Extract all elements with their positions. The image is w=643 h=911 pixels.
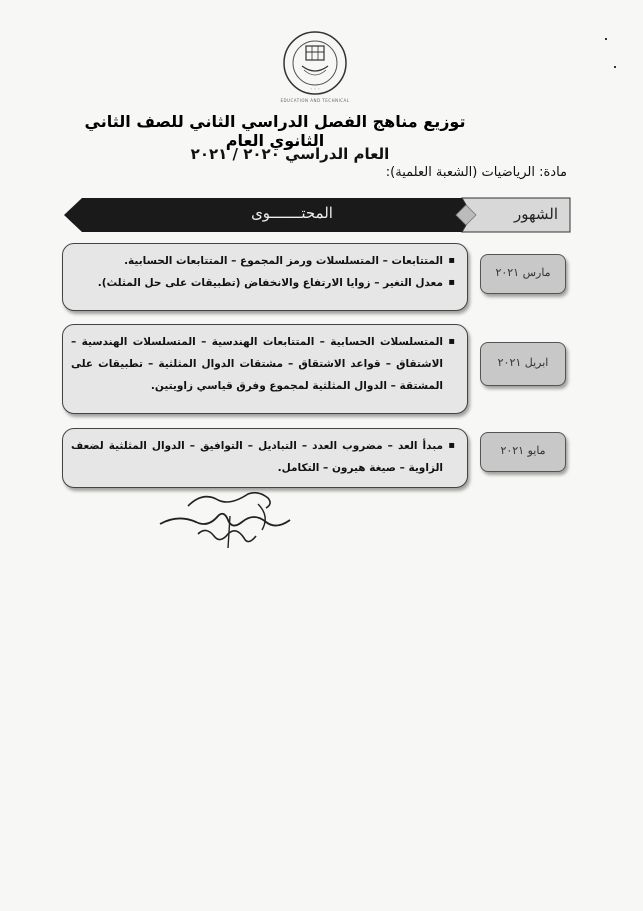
table-header [62,196,572,234]
handwritten-signature [158,486,298,556]
content-box-march [62,243,468,311]
content-list [71,250,455,294]
svg-text:◦ ◦ ◦: ◦ ◦ ◦ [310,86,320,91]
ministry-emblem-icon [282,30,348,96]
header-content-label: المحتـــــــوى [251,204,333,222]
list-item: ▪ المتتابعات – المتسلسلات ورمز المجموع – المتتابعات الحسابية. [71,250,443,272]
subject-line: مادة: الرياضيات (الشعبة العلمية): [385,165,567,180]
month-box-march: مارس ٢٠٢١ [480,254,566,294]
list-item: ▪ المتسلسلات الحسابية – المتتابعات الهندسية – المتسلسلات الهندسية – الاشتقاق – قواعد الاشتقاق – مشتقات الدوال المثلثية – تطبيقات على المشتقة – الدوال المثلثية لمجموع وفرق قياسي زاويتين. [71,331,443,397]
scan-speck [614,66,616,68]
list-item: ▪ معدل التغير – زوايا الارتفاع والانخفاض (تطبيقات على حل المثلث). [71,272,443,294]
header-months-label: الشهور [513,205,558,223]
scan-speck [605,38,607,40]
academic-year: العام الدراسي ٢٠٢٠ / ٢٠٢١ [190,145,390,163]
content-list [71,331,455,397]
emblem-caption: EDUCATION AND TECHNICAL [280,98,350,103]
page-title: توزيع مناهج الفصل الدراسي الثاني للصف الثاني الثانوي العام [84,112,466,150]
month-box-april: ابريل ٢٠٢١ [480,342,566,386]
content-list [71,435,455,479]
month-box-may: مايو ٢٠٢١ [480,432,566,472]
list-item: ▪ مبدأ العد – مضروب العدد – التباديل – التوافيق – الدوال المثلثية لضعف الزاوية – صيغة هيرون – التكامل. [71,435,443,479]
content-box-may [62,428,468,488]
content-box-april [62,324,468,414]
